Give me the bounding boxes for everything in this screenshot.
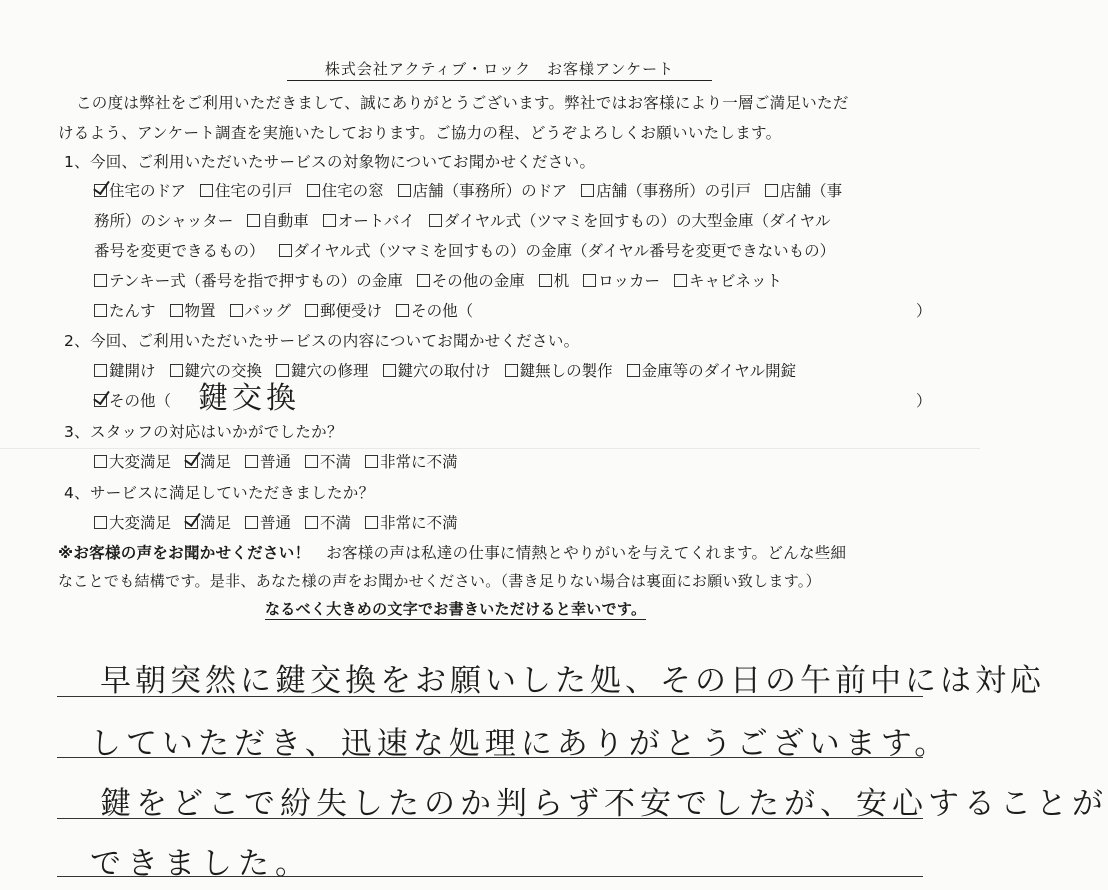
q4-option-label: 不満 [320, 514, 352, 532]
checkbox[interactable] [170, 364, 183, 377]
checkbox[interactable] [539, 274, 552, 287]
checkbox[interactable] [365, 516, 378, 529]
voice-line-2: なことでも結構です。是非、あなた様の声をお聞かせください。（書き足りない場合は裏面にお願い致します。） [58, 572, 821, 590]
checkbox[interactable] [323, 214, 336, 227]
q1-option[interactable] [765, 179, 842, 201]
q1-option-label: ダイヤル式（ツマミを回すもの）の大型金庫（ダイヤル [443, 212, 831, 230]
q1-options-row-1 [94, 179, 856, 201]
checkbox[interactable] [765, 184, 778, 197]
q2-option-label: 鍵穴の修理 [291, 362, 369, 380]
q1-option[interactable] [94, 209, 233, 231]
checkbox[interactable] [170, 304, 183, 317]
writing-rule-2 [57, 757, 923, 758]
checkbox[interactable] [627, 364, 640, 377]
q1-option[interactable] [94, 299, 156, 321]
q1-option-label: 郵便受け [320, 302, 383, 320]
q1-option[interactable] [581, 179, 751, 201]
q1-option-label: 机 [553, 272, 570, 290]
checkbox[interactable] [417, 274, 430, 287]
voice-heading: ※お客様の声をお聞かせください！ [58, 544, 311, 562]
q1-options-row-3 [94, 239, 849, 261]
checkbox[interactable] [581, 184, 594, 197]
checkbox[interactable] [247, 214, 260, 227]
q1-option-label: キャビネット [688, 272, 782, 290]
q1-option-label: オートバイ [337, 212, 415, 230]
comment-line-4: できました。 [90, 846, 312, 882]
q2-option-other[interactable] [94, 389, 171, 411]
checkbox[interactable] [398, 184, 411, 197]
q3-option[interactable] [185, 450, 231, 472]
q1-option[interactable] [398, 179, 568, 201]
q1-option[interactable] [94, 239, 265, 261]
checkbox[interactable] [305, 304, 318, 317]
q1-option-label: たんす [109, 302, 156, 320]
writing-rule-4 [57, 876, 923, 877]
checkbox[interactable] [200, 184, 213, 197]
q1-option[interactable] [305, 299, 382, 321]
q1-option[interactable] [539, 269, 570, 291]
comment-line-1: 早朝突然に鍵交換をお願いした処、その日の午前中には対応 [100, 663, 1045, 699]
q2-option-label: 金庫等のダイヤル開錠 [641, 362, 797, 380]
q3-option-label: 大変満足 [109, 453, 172, 471]
checkbox[interactable] [305, 516, 318, 529]
q2-option[interactable] [94, 359, 156, 381]
writing-rule-1 [57, 696, 923, 697]
checkbox[interactable] [365, 455, 378, 468]
q2-option-label: 鍵穴の交換 [184, 362, 263, 380]
voice-line-1 [58, 541, 846, 563]
checkbox[interactable] [230, 304, 243, 317]
comment-line-2: していただき、迅速な処理にありがとうございます。 [90, 726, 951, 762]
q4-options-row [94, 511, 472, 533]
q1-option-label: 店舗（事 [780, 182, 843, 200]
q3-option[interactable] [365, 450, 458, 472]
q4-option-label: 満足 [200, 514, 232, 532]
q1-option[interactable] [94, 179, 186, 201]
q3-option-label: 非常に不満 [380, 453, 458, 471]
q1-option-label: その他（ [411, 302, 474, 320]
q1-option-label: 番号を変更できるもの） [94, 242, 265, 260]
q2-other-row [94, 389, 185, 411]
checkbox-checked[interactable] [94, 394, 107, 407]
q4-option[interactable] [365, 511, 458, 533]
q4-option[interactable] [185, 511, 231, 533]
q3-options-row [94, 450, 472, 472]
q1-option-label: 店舗（事務所）のドア [412, 182, 568, 200]
q3-option-label: 満足 [200, 453, 232, 471]
q2-option-label: 鍵無しの製作 [519, 362, 613, 380]
q1-option[interactable] [94, 269, 403, 291]
q1-option-label: 店舗（事務所）の引戸 [596, 182, 752, 200]
q4-option[interactable] [94, 511, 171, 533]
q1-option-label: 住宅の窓 [321, 182, 384, 200]
q2-other-label: その他（ [109, 392, 172, 410]
q4-option-label: 非常に不満 [380, 514, 458, 532]
q4-option[interactable] [305, 511, 351, 533]
q2-other-handwritten: 鍵交換 [198, 381, 300, 416]
q3-option-label: 普通 [260, 453, 292, 471]
q1-option-label: ダイヤル式（ツマミを回すもの）の金庫（ダイヤル番号を変更できないもの） [293, 242, 836, 260]
q3-option[interactable] [94, 450, 171, 472]
q1-options-row-4 [94, 269, 796, 291]
q2-option[interactable] [627, 359, 797, 381]
q1-option[interactable] [583, 269, 660, 291]
intro-line-2: けるよう、アンケート調査を実施いたしております。ご協力の程、どうぞよろしくお願いいたします。 [58, 124, 782, 142]
writing-rule-3 [57, 818, 923, 819]
checkbox[interactable] [305, 455, 318, 468]
intro-line-1: この度は弊社をご利用いただきまして、誠にありがとうございます。弊社ではお客様により一層ご満足いただ [76, 94, 849, 112]
checkbox[interactable] [94, 304, 107, 317]
q2-option[interactable] [383, 359, 491, 381]
checkbox-checked[interactable] [185, 455, 198, 468]
q1-option-label: 自動車 [262, 212, 309, 230]
q1-option-label: その他の金庫 [431, 272, 525, 290]
q1-question: 1、今回、ご利用いただいたサービスの対象物についてお聞かせください。 [64, 153, 596, 171]
q1-option-label: ロッカー [598, 272, 660, 290]
checkbox[interactable] [674, 274, 687, 287]
voice-request: なるべく大きめの文字でお書きいただけると幸いです。 [265, 600, 647, 618]
q2-close-paren: ） [916, 392, 932, 410]
q2-option-label: 鍵穴の取付け [397, 362, 491, 380]
voice-text-1: お客様の声は私達の仕事に情熱とやりがいを与えてくれます。どんな些細 [326, 544, 847, 562]
q1-option-label: 住宅の引戸 [215, 182, 293, 200]
q3-option[interactable] [305, 450, 351, 472]
q4-question: 4、サービスに満足していただきましたか？ [64, 484, 375, 502]
q3-option[interactable] [245, 450, 291, 472]
q1-option[interactable] [429, 209, 831, 231]
checkbox[interactable] [245, 455, 258, 468]
checkbox[interactable] [94, 364, 107, 377]
q1-options-row-5 [94, 299, 487, 321]
q3-option-label: 不満 [320, 453, 352, 471]
checkbox[interactable] [94, 516, 107, 529]
q2-option-label: 鍵開け [109, 362, 156, 380]
q1-options-row-2 [94, 209, 845, 231]
q1-close-paren: ） [916, 302, 932, 320]
comment-line-3: 鍵をどこで紛失したのか判らず不安でしたが、安心することが [100, 786, 1108, 822]
checkbox[interactable] [583, 274, 596, 287]
q4-option-label: 普通 [260, 514, 292, 532]
checkbox-checked[interactable] [94, 184, 107, 197]
q1-option[interactable] [200, 179, 293, 201]
checkbox[interactable] [396, 304, 409, 317]
q1-option-label: 物置 [184, 302, 216, 320]
checkbox[interactable] [429, 214, 442, 227]
q1-option[interactable] [674, 269, 782, 291]
q4-option[interactable] [245, 511, 291, 533]
q1-option[interactable] [396, 299, 473, 321]
checkbox[interactable] [94, 455, 107, 468]
checkbox[interactable] [245, 516, 258, 529]
survey-title: 株式会社アクティブ・ロック お客様アンケート [287, 58, 712, 81]
q1-option[interactable] [417, 269, 525, 291]
q1-option[interactable] [230, 299, 292, 321]
q2-option[interactable] [505, 359, 613, 381]
q1-option[interactable] [247, 209, 309, 231]
q3-question: 3、スタッフの対応はいかがでしたか？ [64, 423, 343, 441]
q1-option[interactable] [170, 299, 216, 321]
checkbox[interactable] [94, 274, 107, 287]
checkbox-checked[interactable] [185, 516, 198, 529]
q2-question: 2、今回、ご利用いただいたサービスの内容についてお聞かせください。 [64, 332, 580, 350]
q1-option-label: バッグ [244, 302, 292, 320]
q4-option-label: 大変満足 [109, 514, 172, 532]
q1-option[interactable] [279, 239, 836, 261]
checkbox[interactable] [383, 364, 396, 377]
checkbox[interactable] [279, 244, 292, 257]
q1-option-label: テンキー式（番号を指で押すもの）の金庫 [109, 272, 403, 290]
paper-crease [0, 448, 980, 449]
q1-option-label: 務所）のシャッター [94, 212, 234, 230]
q1-option[interactable] [307, 179, 384, 201]
checkbox[interactable] [307, 184, 320, 197]
q1-option-label: 住宅のドア [109, 182, 187, 200]
checkbox[interactable] [505, 364, 518, 377]
q1-option[interactable] [323, 209, 415, 231]
